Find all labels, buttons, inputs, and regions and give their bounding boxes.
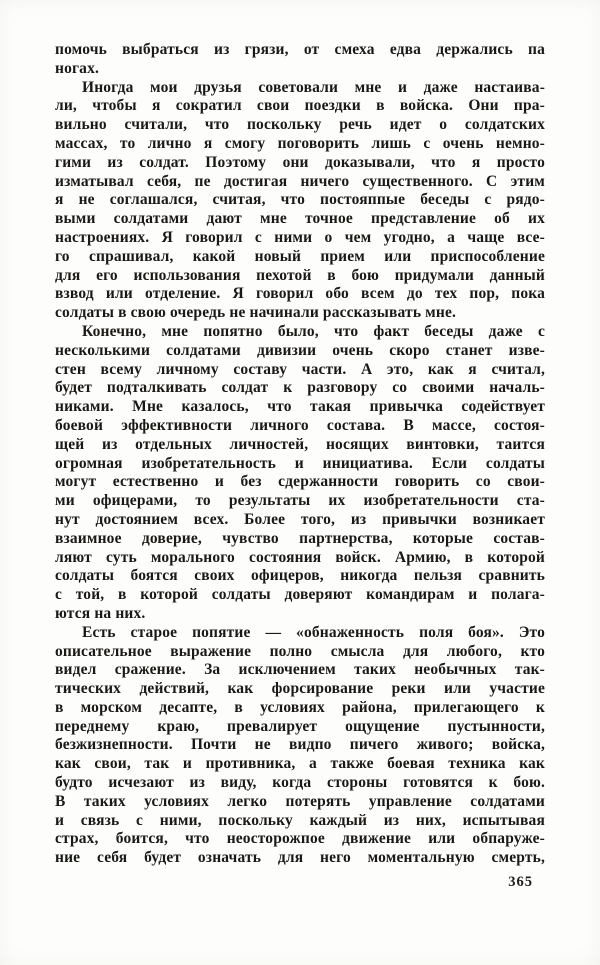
- text-line: будет подталкивать солдат к разговору со своими началь-: [55, 379, 545, 397]
- text-line: ляют суть морального состояния войск. Армию, в которой: [55, 548, 545, 566]
- text-line: взаимное доверие, чувство партнерства, которые состав-: [55, 529, 545, 547]
- text-line: в морском десапте, в условиях района, прилегающего к: [55, 698, 545, 716]
- text-line: изматывал себя, пе достигая ничего существенного. С этим: [55, 172, 545, 190]
- text-line: ются на них.: [55, 604, 146, 622]
- text-line: для его использования пехотой в бою придумали данный: [55, 266, 545, 284]
- text-line: ногах.: [55, 59, 99, 77]
- text-line: и связь с ними, поскольку каждый из них, испытывая: [55, 811, 545, 829]
- text-line: Есть старое попятие — «обнаженность поля боя». Это: [82, 623, 545, 641]
- text-line: могут естественно и без сдержанности говорить со свои-: [55, 473, 545, 491]
- page-number: 365: [508, 874, 533, 890]
- text-line: ние себя будет означать для него моментальную смерть,: [55, 849, 545, 867]
- text-line: будто исчезают из виду, когда стороны готовятся к бою.: [55, 774, 545, 792]
- text-line: настроениях. Я говорил с ними о чем угодно, а чаще все-: [55, 228, 545, 246]
- text-line: солдаты боятся своих офицеров, никогда пельзя сравнить: [55, 567, 545, 585]
- text-line: переднему краю, превалирует ощущение пустынности,: [55, 717, 545, 735]
- text-line: го спрашивал, какой новый прием или приспособление: [55, 247, 545, 265]
- text-line: безжизнепности. Почти не видпо пичего живого; войска,: [55, 736, 545, 754]
- text-line: помочь выбраться из грязи, от смеха едва держались па: [55, 41, 545, 58]
- text-line: описательное выражение полно смысла для любого, кто: [55, 642, 545, 660]
- text-line: массах, то лично я смогу поговорить лишь с очень немно-: [55, 134, 545, 152]
- text-line: с той, в которой солдаты доверяют командирам и полага-: [55, 586, 545, 604]
- text-line: Иногда мои друзья советовали мне и даже настаива-: [82, 78, 545, 96]
- text-line: никами. Мне казалось, что такая привычка содействует: [55, 398, 545, 416]
- text-line: несколькими солдатами дивизии очень скоро станет изве-: [55, 341, 545, 359]
- text-line: вильно считали, что поскольку речь идет о солдатских: [55, 116, 545, 134]
- text-line: стен всему личному составу части. А это, как я считал,: [55, 360, 545, 378]
- text-line: выми солдатами дают мне точное представление об их: [55, 210, 545, 228]
- text-line: В таких условиях легко потерять управление солдатами: [55, 792, 545, 810]
- text-line: гими из солдат. Поэтому они доказывали, что я просто: [55, 153, 545, 171]
- text-line: ми офицерами, то результаты их изобретательности ста-: [55, 492, 545, 510]
- text-line: щей из отдельных личностей, носящих винтовки, таится: [55, 435, 545, 453]
- text-line: я не соглашался, считая, что постояппые беседы с рядо-: [55, 191, 545, 209]
- text-line: солдаты в свою очередь не начинали рассказывать мне.: [55, 304, 457, 322]
- text-line: боевой эффективности личного состава. В массе, состоя-: [55, 416, 545, 434]
- text-line: ли, чтобы я сократил свои поездки в войска. Они пра-: [55, 97, 545, 115]
- text-line: Конечно, мне попятно было, что факт беседы даже с: [82, 322, 545, 340]
- text-line: огромная изобретательность и инициатива. Если солдаты: [55, 454, 545, 472]
- page-text: [55, 41, 545, 868]
- text-line: видел сражение. За исключением таких необычных так-: [55, 661, 545, 679]
- text-line: взвод или отделение. Я говорил обо всем до тех пор, пока: [55, 285, 545, 303]
- text-line: нут достоянием всех. Более того, из привычки возникает: [55, 510, 545, 528]
- text-line: как свои, так и противника, а также боевая техника как: [55, 755, 545, 773]
- text-line: тических действий, как форсирование реки или участие: [55, 680, 545, 698]
- text-line: страх, боится, что неосторожпое движение или обпаруже-: [55, 830, 545, 848]
